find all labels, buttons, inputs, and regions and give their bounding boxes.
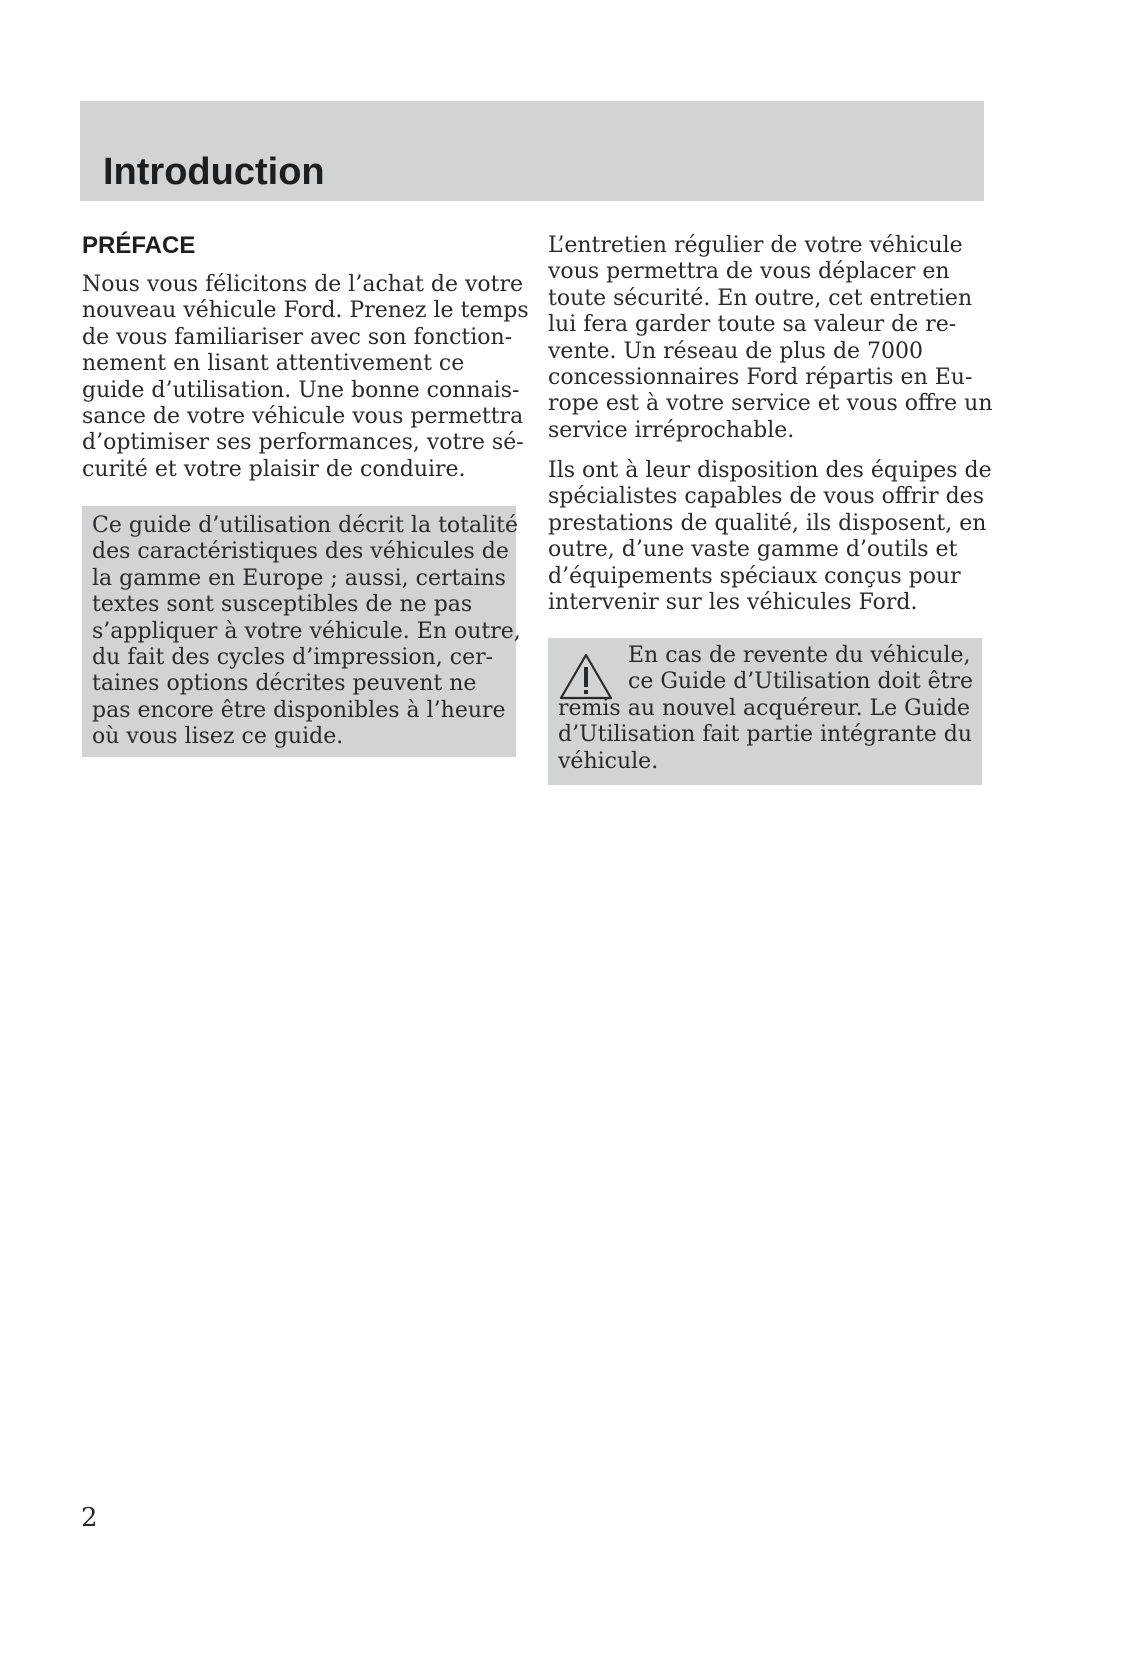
text-line: nouveau véhicule Ford. Prenez le temps (82, 298, 529, 324)
dealer-network-paragraph (548, 458, 992, 616)
text-line: d’équipements spéciaux conçus pour (548, 563, 961, 589)
text-line: d’Utilisation fait partie intégrante du (558, 722, 973, 748)
page-number: 2 (81, 1503, 98, 1533)
text-line: nement en lisant attentivement ce (82, 351, 465, 377)
text-line: remis au nouvel acquéreur. Le Guide (558, 696, 971, 721)
text-line: outre, d’une vaste gamme d’outils et (548, 537, 958, 563)
text-line: Ils ont à leur disposition des équipes de (548, 458, 992, 483)
scope-note-box (82, 506, 521, 757)
text-line: service irréprochable. (548, 417, 795, 443)
maintenance-paragraph (548, 233, 993, 444)
preface-heading: PRÉFACE (82, 232, 196, 259)
text-line: sance de votre véhicule vous permettra (82, 404, 524, 430)
text-line: intervenir sur les véhicules Ford. (548, 590, 918, 616)
text-line: taines options décrites peuvent ne (92, 671, 477, 697)
text-line: pas encore être disponibles à l’heure (92, 697, 506, 723)
text-line: prestations de qualité, ils disposent, en (548, 510, 987, 536)
text-line: lui fera garder toute sa valeur de re- (548, 312, 957, 338)
text-line: véhicule. (558, 748, 659, 774)
text-line: la gamme en Europe ; aussi, certains (92, 565, 506, 591)
text-line: ce Guide d’Utilisation doit être (628, 669, 974, 695)
warning-box (548, 638, 982, 785)
text-line: vente. Un réseau de plus de 7000 (548, 338, 924, 364)
text-line: concessionnaires Ford répartis en Eu- (548, 365, 973, 391)
text-line: du fait des cycles d’impression, cer- (92, 645, 494, 671)
text-line: s’appliquer à votre véhicule. En outre, (92, 618, 521, 644)
section-title: Introduction (103, 151, 325, 193)
text-line: spécialistes capables de vous offrir des (548, 484, 984, 510)
text-line: rope est à votre service et vous offre un (548, 391, 993, 417)
text-line: curité et votre plaisir de conduire. (82, 456, 466, 482)
text-line: des caractéristiques des véhicules de (92, 539, 509, 565)
text-line: où vous lisez ce guide. (92, 724, 344, 750)
warning-triangle-icon (558, 652, 614, 702)
text-line: toute sécurité. En outre, cet entretien (548, 285, 973, 311)
text-line: vous permettra de vous déplacer en (548, 259, 950, 285)
preface-paragraph (82, 272, 529, 483)
text-line: Ce guide d’utilisation décrit la totalité (92, 513, 519, 538)
text-line: textes sont susceptibles de ne pas (92, 592, 473, 618)
text-line: L’entretien régulier de votre véhicule (548, 233, 963, 258)
warning-text (558, 696, 972, 775)
text-line: Nous vous félicitons de l’achat de votre (82, 272, 524, 297)
warning-text-beside-icon (628, 643, 973, 696)
text-line: En cas de revente du véhicule, (628, 643, 971, 668)
text-line: de vous familiariser avec son fonction- (82, 324, 513, 350)
text-line: guide d’utilisation. Une bonne connais- (82, 377, 520, 403)
text-line: d’optimiser ses performances, votre sé- (82, 430, 524, 456)
scope-note-text (92, 513, 521, 751)
